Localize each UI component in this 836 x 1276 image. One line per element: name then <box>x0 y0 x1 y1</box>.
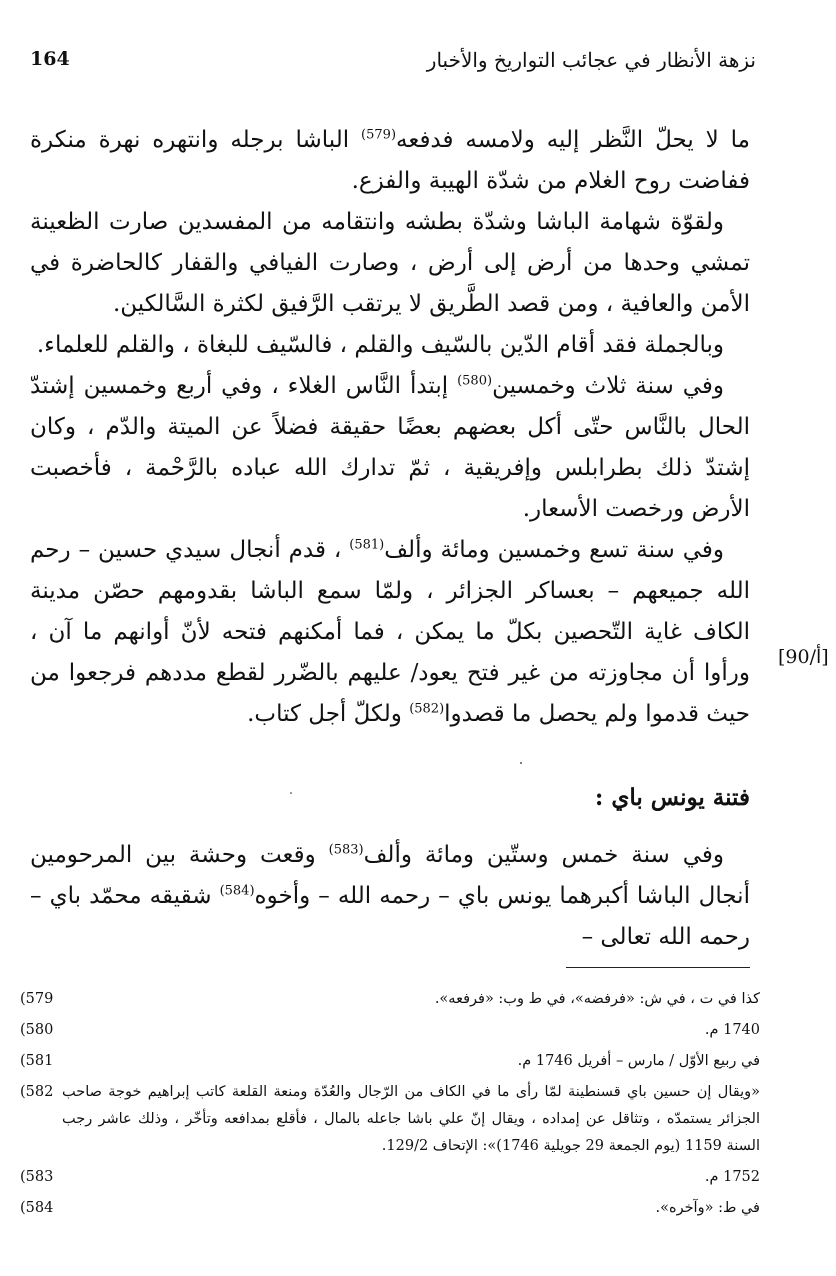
footnote-number: (581 <box>20 1053 54 1069</box>
page-number: 164 <box>30 48 70 70</box>
footnote-text: «ويقال إن حسين باي قسنطينة لمّا رأى ما في الكاف من الرّجال والعُدّة ومنعة القلعة كاتب إبراهيم خوجة صاحب الجزائر يستمدّه ، وتثاقل عن إمداده ، ويقال إنّ علي باشا جاعله بالمال ، فأقلع بمدافعه وتأخّر ، وذلك عاشر رجب السنة 1159 (يوم الجمعة 29 جويلية 1746)»: الإتحاف 129/2. <box>62 1084 760 1154</box>
running-title: نزهة الأنظار في عجائب التواريخ والأخبار <box>426 48 756 72</box>
section-heading: فتنة يونس باي : <box>594 784 750 811</box>
footnote <box>20 986 760 1013</box>
footnote-text: 1740 م. <box>704 1022 760 1038</box>
footnote-text: 1752 م. <box>704 1169 760 1185</box>
footnote-text: في ربيع الأوّل / مارس – أفريل 1746 م. <box>517 1053 760 1069</box>
footnote <box>20 1079 760 1160</box>
footnote <box>20 1164 760 1191</box>
main-text <box>30 120 750 735</box>
footnote-ref: (580) <box>457 373 493 389</box>
page-header <box>30 48 756 84</box>
footnote-number: (580 <box>20 1022 54 1038</box>
footnote-number: (584 <box>20 1200 54 1216</box>
paragraph: وفي سنة ثلاث وخمسين$^{(580)}$ إبتدأ النَّاس الغلاء ، وفي أربع وخمسين إشتدّ الحال بالنَّاس حتّى أكل بعضهم بعضًا حقيقة فضلاً عن الميتة والدّم ، وكان إشتدّ ذلك بطرابلس وإفريقية ، ثمّ تدارك الله عباده بالرَّحْمة ، فأخصبت الأرض ورخصت الأسعار. <box>30 373 750 522</box>
footnote-ref: (581) <box>349 537 385 553</box>
paragraph: ما لا يحلّ النَّظر إليه ولامسه فدفعه$^{(579)}$ الباشا برجله وانتهره نهرة منكرة ففاضت روح الغلام من شدّة الهيبة والفزع. <box>30 127 750 194</box>
footnote-number: (579 <box>20 991 54 1007</box>
folio-marker: [90/أ] <box>778 646 829 668</box>
paragraph: وبالجملة فقد أقام الدّين بالسّيف والقلم ، فالسّيف للبغاة ، والقلم للعلماء. <box>36 332 724 358</box>
footnote <box>20 1017 760 1044</box>
footnote-separator <box>566 967 750 968</box>
footnote-ref: (583) <box>328 842 364 858</box>
footnotes <box>20 986 760 1226</box>
footnote-ref: (584) <box>219 883 255 899</box>
footnote-number: (583 <box>20 1169 54 1185</box>
footnote-text: كذا في ت ، في ش: «فرفضه»، في ط وب: «فرفعه». <box>434 991 760 1007</box>
footnote-ref: (579) <box>361 127 397 143</box>
paragraph: وفي سنة خمس وستّين ومائة وألف$^{(583)}$ وقعت وحشة بين المرحومين أنجال الباشا أكبرهما يونس باي – رحمه الله – وأخوه$^{(584)}$ شقيقه محمّد باي – رحمه الله تعالى – <box>30 842 750 950</box>
footnote <box>20 1048 760 1075</box>
paragraph: وفي سنة تسع وخمسين ومائة وألف$^{(581)}$ ، قدم أنجال سيدي حسين – رحم الله جميعهم – بعساكر الجزائر ، ولمّا سمع الباشا بقدومهم حصّن مدينة الكاف غاية التّحصين بكلّ ما يمكن ، فما أمكنهم فتحه لأنّ أوانهم ما آن ، ورأوا أن مجاوزته من غير فتح يعود/ عليهم بالضّرر لقطع مددهم فرجعوا من حيث قدموا ولم يحصل ما قصدوا$^{(582)}$ ولكلّ أجل كتاب. <box>30 537 750 727</box>
section-text <box>30 835 750 958</box>
footnote <box>20 1195 760 1222</box>
footnote-number: (582 <box>20 1084 54 1100</box>
speck <box>520 762 522 764</box>
paragraph: ولقوّة شهامة الباشا وشدّة بطشه وانتقامه من المفسدين صارت الظعينة تمشي وحدها من أرض إلى أرض ، وصارت الفيافي والقفار كالحاضرة في الأمن والعافية ، ومن قصد الطَّريق لا يرتقب الرَّفيق لكثرة السَّالكين. <box>30 209 750 317</box>
footnote-text: في ط: «وآخره». <box>655 1200 760 1216</box>
footnote-ref: (582) <box>409 701 445 717</box>
